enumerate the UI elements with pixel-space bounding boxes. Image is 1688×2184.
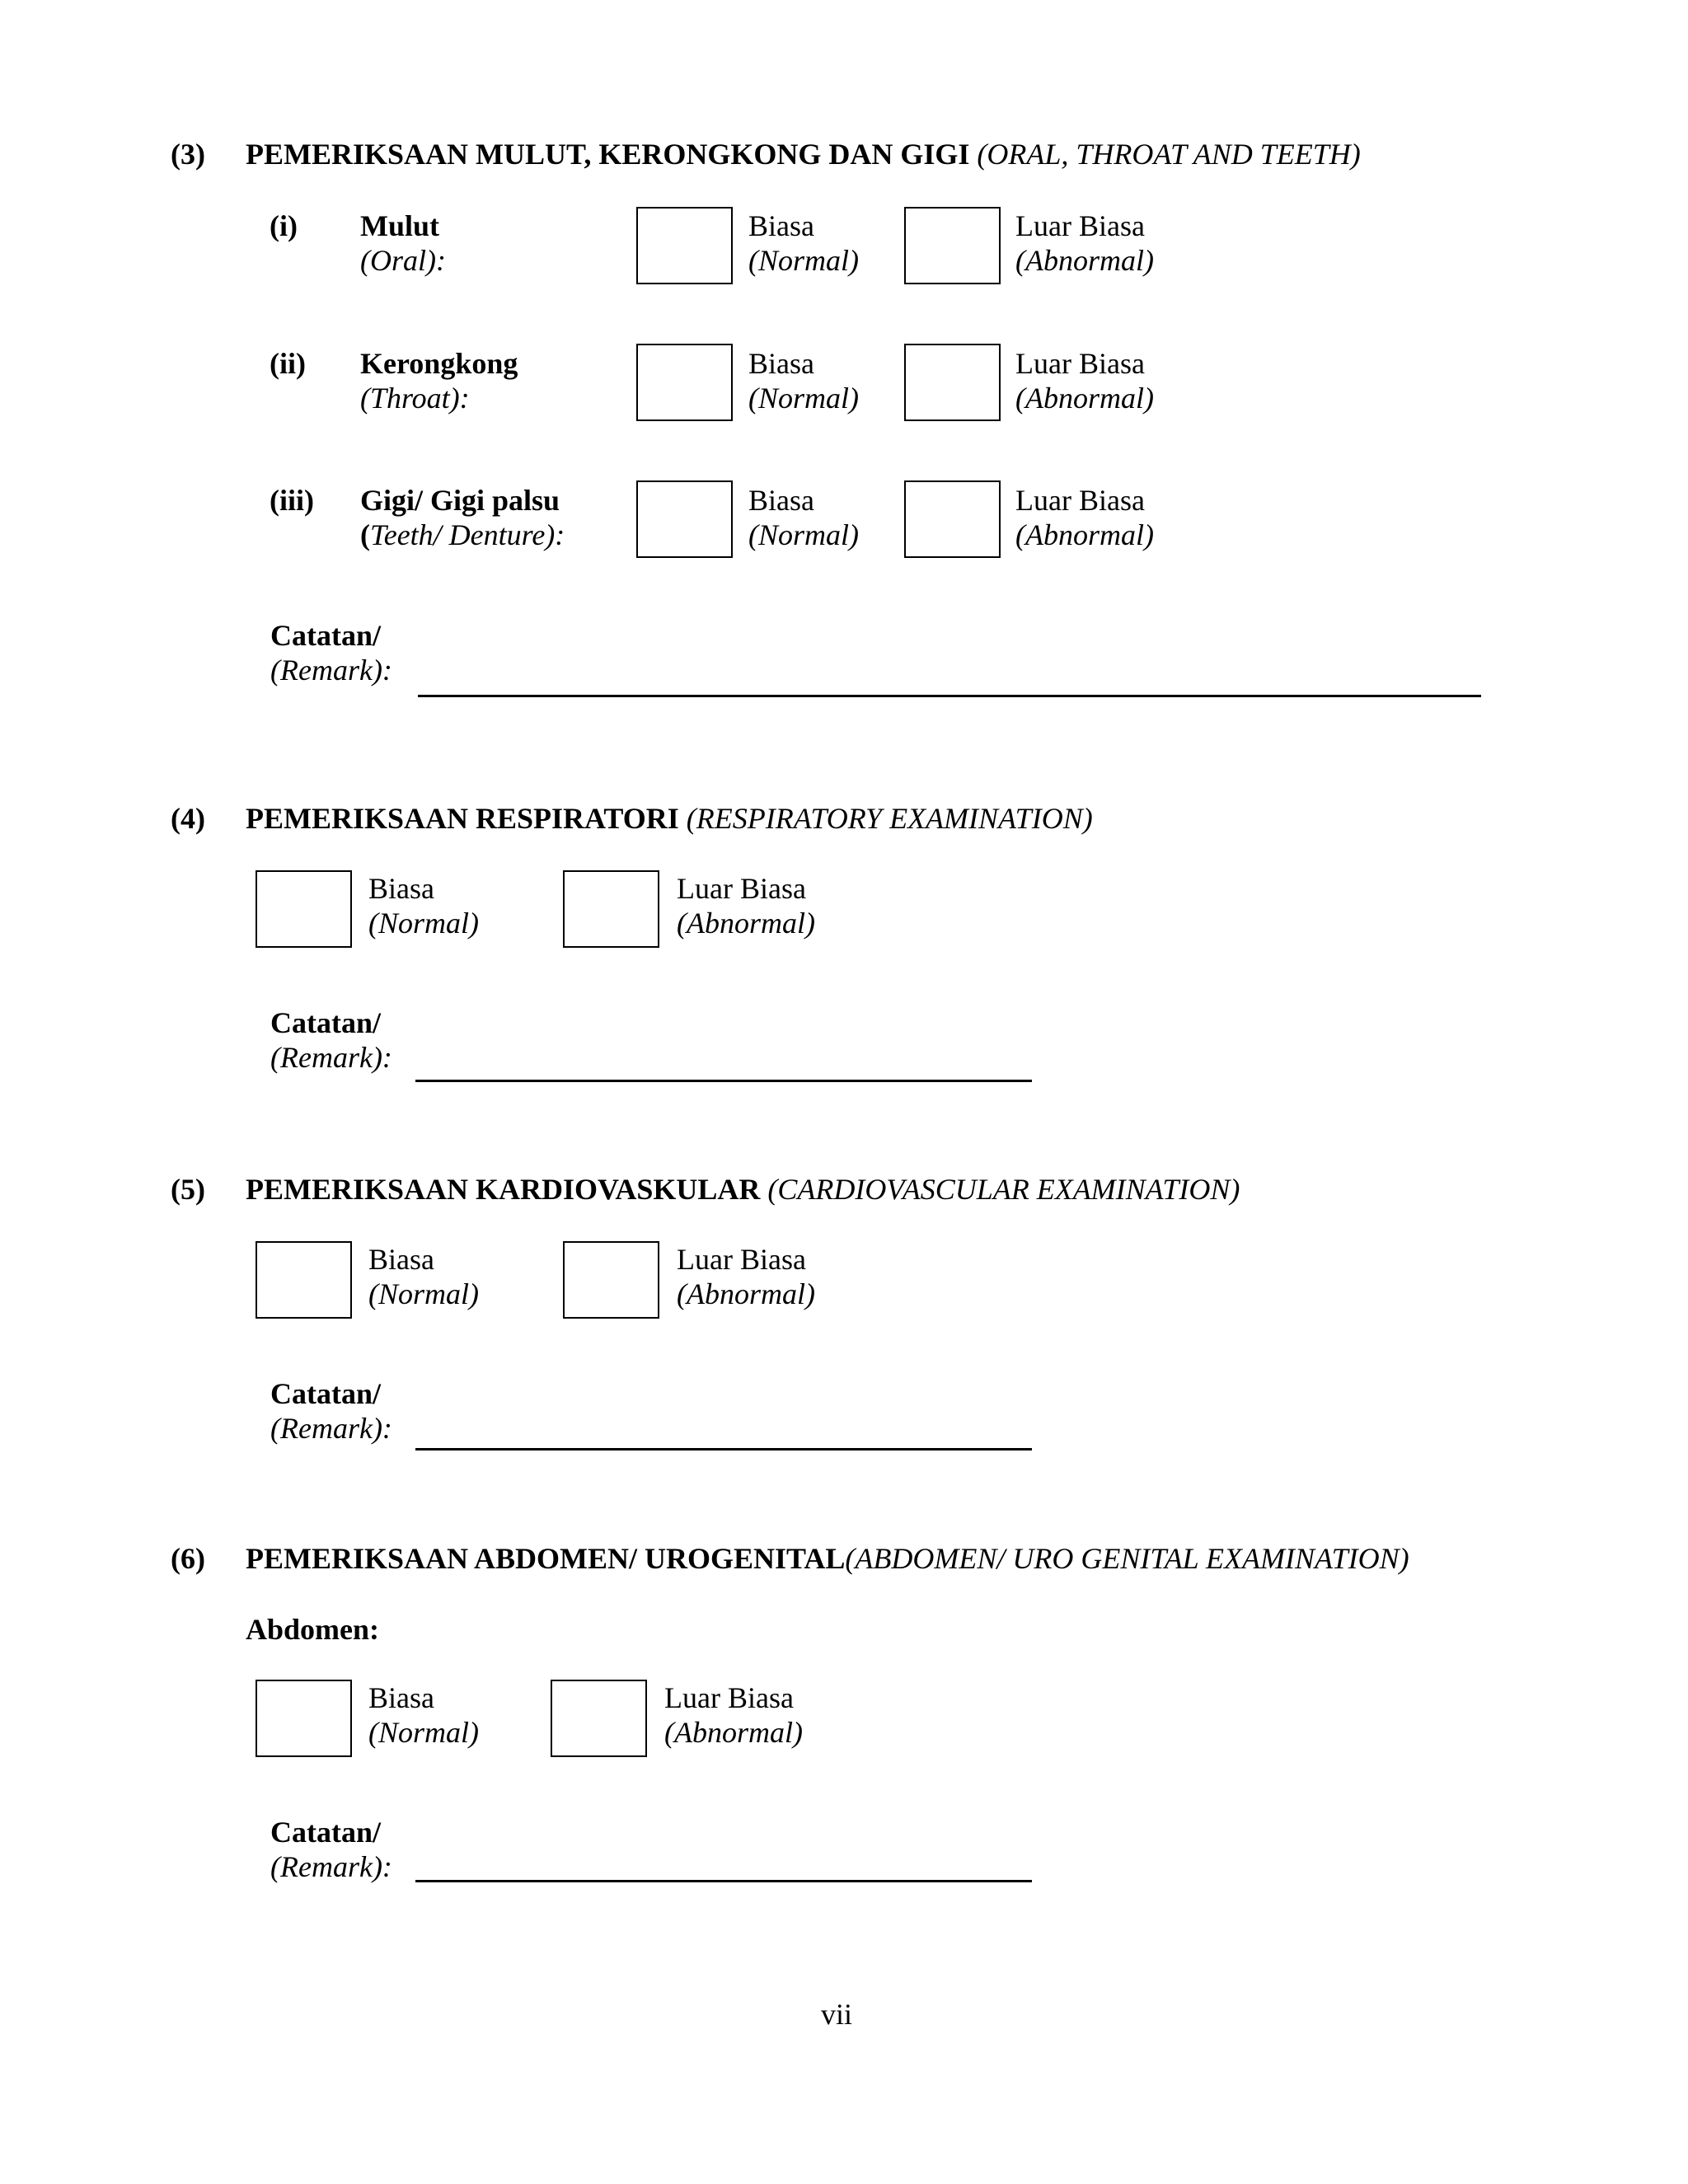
section-title <box>246 137 1361 171</box>
normal-label-en: (Normal) <box>368 1277 479 1310</box>
remark-label-en: (Remark): <box>270 1412 392 1445</box>
throat-normal-checkbox[interactable] <box>636 344 733 421</box>
normal-option-label <box>748 209 859 278</box>
item-number: (iii) <box>270 484 314 517</box>
abdomen-subheading: Abdomen: <box>246 1613 380 1646</box>
normal-label: Biasa <box>748 484 814 517</box>
normal-label: Biasa <box>748 209 814 242</box>
abnormal-label: Luar Biasa <box>677 1243 806 1276</box>
normal-option-label <box>368 1680 479 1750</box>
abnormal-option-label <box>1015 346 1154 415</box>
item-label <box>360 346 518 415</box>
abnormal-option-label <box>1015 209 1154 278</box>
section-title-italic: (RESPIRATORY EXAMINATION) <box>686 802 1093 835</box>
normal-label: Biasa <box>368 1243 434 1276</box>
remark-label <box>270 1005 392 1075</box>
section-title-bold: PEMERIKSAAN RESPIRATORI <box>246 802 679 835</box>
section-title-italic: (ABDOMEN/ URO GENITAL EXAMINATION) <box>845 1542 1409 1575</box>
item-label-text: Mulut <box>360 209 440 242</box>
oral-abnormal-checkbox[interactable] <box>904 207 1001 284</box>
section-title-bold: PEMERIKSAAN ABDOMEN/ UROGENITAL <box>246 1542 846 1575</box>
remark-label <box>270 618 392 687</box>
abnormal-label-en: (Abnormal) <box>1015 244 1154 277</box>
remark-label-text: Catatan/ <box>270 619 381 652</box>
section-number: (4) <box>171 802 205 835</box>
section-number: (6) <box>171 1542 205 1575</box>
teeth-abnormal-checkbox[interactable] <box>904 480 1001 558</box>
normal-label: Biasa <box>748 347 814 380</box>
abnormal-label: Luar Biasa <box>664 1681 794 1714</box>
normal-label-en: (Normal) <box>748 518 859 551</box>
abnormal-option-label <box>664 1680 803 1750</box>
abnormal-label: Luar Biasa <box>1015 347 1145 380</box>
remark-label-text: Catatan/ <box>270 1006 381 1039</box>
teeth-normal-checkbox[interactable] <box>636 480 733 558</box>
cardiovascular-abnormal-checkbox[interactable] <box>563 1241 659 1319</box>
item-label-en: (Throat): <box>360 382 470 415</box>
abnormal-label-en: (Abnormal) <box>1015 382 1154 415</box>
abnormal-option-label <box>1015 483 1154 552</box>
abnormal-label: Luar Biasa <box>1015 484 1145 517</box>
remark-line[interactable] <box>415 1080 1032 1082</box>
item-label <box>360 209 446 278</box>
item-label-en: Teeth/ Denture): <box>370 518 565 551</box>
abnormal-option-label <box>677 871 815 940</box>
section-number: (5) <box>171 1173 205 1206</box>
section-title <box>246 1172 1240 1207</box>
abnormal-label: Luar Biasa <box>677 872 806 905</box>
oral-normal-checkbox[interactable] <box>636 207 733 284</box>
normal-option-label <box>748 483 859 552</box>
item-label-bracket: ( <box>360 518 370 551</box>
section-title <box>246 801 1093 836</box>
normal-option-label <box>368 871 479 940</box>
normal-label-en: (Normal) <box>368 1716 479 1749</box>
section-number: (3) <box>171 138 205 171</box>
section-title-italic: (ORAL, THROAT AND TEETH) <box>977 138 1361 171</box>
normal-label-en: (Normal) <box>368 907 479 940</box>
section-title <box>246 1541 1409 1576</box>
item-label-text: Kerongkong <box>360 347 518 380</box>
respiratory-abnormal-checkbox[interactable] <box>563 870 659 948</box>
remark-label <box>270 1376 392 1446</box>
abnormal-label-en: (Abnormal) <box>677 907 815 940</box>
normal-option-label <box>368 1242 479 1311</box>
item-number: (i) <box>270 209 298 242</box>
section-title-italic: (CARDIOVASCULAR EXAMINATION) <box>767 1173 1240 1206</box>
section-title-bold: PEMERIKSAAN MULUT, KERONGKONG DAN GIGI <box>246 138 970 171</box>
remark-label-en: (Remark): <box>270 1041 392 1074</box>
item-number: (ii) <box>270 347 306 380</box>
item-label-en: (Oral): <box>360 244 446 277</box>
remark-label-en: (Remark): <box>270 1850 392 1883</box>
item-label-text: Gigi/ Gigi palsu <box>360 484 560 517</box>
remark-label <box>270 1815 392 1884</box>
abnormal-label-en: (Abnormal) <box>1015 518 1154 551</box>
cardiovascular-normal-checkbox[interactable] <box>256 1241 352 1319</box>
normal-option-label <box>748 346 859 415</box>
normal-label: Biasa <box>368 872 434 905</box>
normal-label-en: (Normal) <box>748 244 859 277</box>
abnormal-label-en: (Abnormal) <box>664 1716 803 1749</box>
remark-line[interactable] <box>418 695 1481 697</box>
item-label <box>360 483 565 552</box>
remark-label-en: (Remark): <box>270 654 392 687</box>
page-number: vii <box>821 1998 853 2031</box>
throat-abnormal-checkbox[interactable] <box>904 344 1001 421</box>
respiratory-normal-checkbox[interactable] <box>256 870 352 948</box>
normal-label: Biasa <box>368 1681 434 1714</box>
abdomen-normal-checkbox[interactable] <box>256 1680 352 1757</box>
abnormal-label: Luar Biasa <box>1015 209 1145 242</box>
normal-label-en: (Normal) <box>748 382 859 415</box>
remark-label-text: Catatan/ <box>270 1816 381 1849</box>
remark-line[interactable] <box>415 1880 1032 1882</box>
abnormal-option-label <box>677 1242 815 1311</box>
abdomen-abnormal-checkbox[interactable] <box>551 1680 647 1757</box>
abnormal-label-en: (Abnormal) <box>677 1277 815 1310</box>
remark-line[interactable] <box>415 1448 1032 1451</box>
section-title-bold: PEMERIKSAAN KARDIOVASKULAR <box>246 1173 761 1206</box>
remark-label-text: Catatan/ <box>270 1377 381 1410</box>
